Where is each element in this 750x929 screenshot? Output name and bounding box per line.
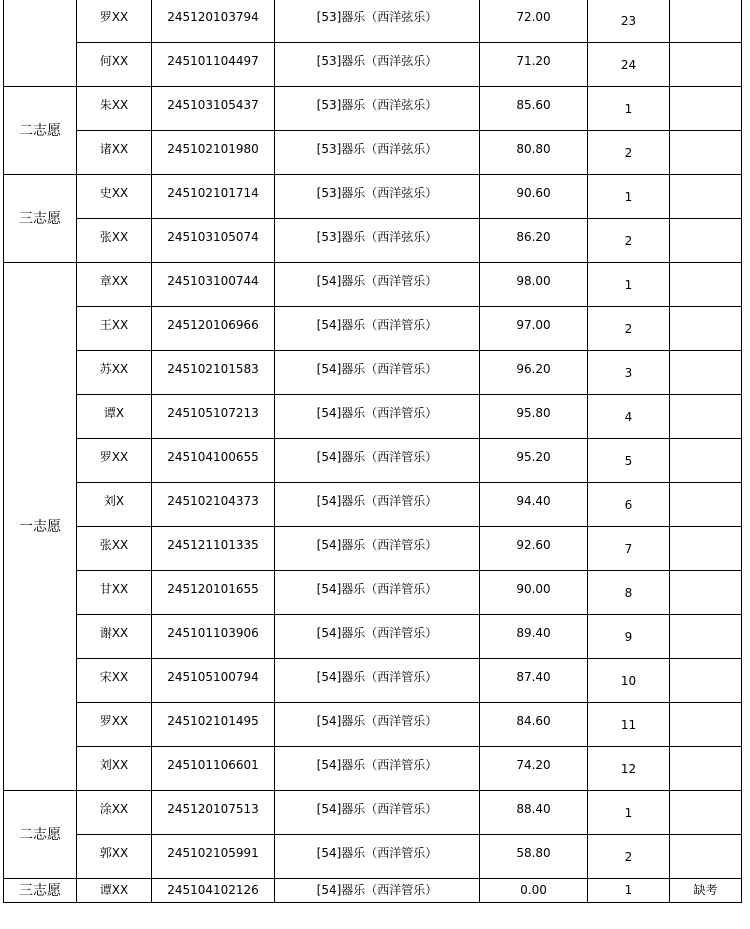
candidate-name-cell: 甘XX [77, 571, 152, 615]
exam-number-cell: 245120106966 [152, 307, 275, 351]
rank-cell: 2 [588, 307, 670, 351]
candidate-name-cell: 刘XX [77, 747, 152, 791]
score-cell: 89.40 [480, 615, 588, 659]
remark-cell [670, 175, 742, 219]
major-name-cell: [53]器乐（西洋弦乐） [275, 175, 480, 219]
score-cell: 80.80 [480, 131, 588, 175]
table-row [4, 747, 742, 791]
major-name-cell: [53]器乐（西洋弦乐） [275, 0, 480, 43]
rank-cell: 24 [588, 43, 670, 87]
rank-cell: 2 [588, 219, 670, 263]
table-body [4, 0, 742, 903]
candidate-name-cell: 谭XX [77, 879, 152, 903]
major-name-cell: [54]器乐（西洋管乐） [275, 659, 480, 703]
exam-number-cell: 245120107513 [152, 791, 275, 835]
volunteer-choice-cell: 三志愿 [4, 175, 77, 263]
major-name-cell: [54]器乐（西洋管乐） [275, 571, 480, 615]
candidate-name-cell: 王XX [77, 307, 152, 351]
major-name-cell: [54]器乐（西洋管乐） [275, 879, 480, 903]
table-row [4, 571, 742, 615]
rank-cell: 12 [588, 747, 670, 791]
table-row [4, 879, 742, 903]
candidate-name-cell: 张XX [77, 527, 152, 571]
rank-cell: 8 [588, 571, 670, 615]
score-cell: 58.80 [480, 835, 588, 879]
table-row [4, 483, 742, 527]
table-row [4, 835, 742, 879]
exam-number-cell: 245104102126 [152, 879, 275, 903]
table-row [4, 131, 742, 175]
remark-cell [670, 703, 742, 747]
score-cell: 87.40 [480, 659, 588, 703]
table-row [4, 659, 742, 703]
score-cell: 85.60 [480, 87, 588, 131]
exam-number-cell: 245105107213 [152, 395, 275, 439]
score-cell: 88.40 [480, 791, 588, 835]
score-cell: 0.00 [480, 879, 588, 903]
exam-number-cell: 245105100794 [152, 659, 275, 703]
major-name-cell: [53]器乐（西洋弦乐） [275, 219, 480, 263]
major-name-cell: [53]器乐（西洋弦乐） [275, 131, 480, 175]
exam-number-cell: 245102101980 [152, 131, 275, 175]
volunteer-choice-cell [4, 0, 77, 87]
remark-cell [670, 835, 742, 879]
rank-cell: 5 [588, 439, 670, 483]
admission-results-table [3, 0, 742, 903]
score-cell: 92.60 [480, 527, 588, 571]
candidate-name-cell: 史XX [77, 175, 152, 219]
score-cell: 95.20 [480, 439, 588, 483]
remark-cell [670, 219, 742, 263]
score-cell: 95.80 [480, 395, 588, 439]
major-name-cell: [54]器乐（西洋管乐） [275, 747, 480, 791]
major-name-cell: [54]器乐（西洋管乐） [275, 395, 480, 439]
exam-number-cell: 245102101583 [152, 351, 275, 395]
volunteer-choice-cell: 二志愿 [4, 87, 77, 175]
score-cell: 71.20 [480, 43, 588, 87]
exam-number-cell: 245101106601 [152, 747, 275, 791]
rank-cell: 4 [588, 395, 670, 439]
major-name-cell: [54]器乐（西洋管乐） [275, 263, 480, 307]
candidate-name-cell: 郭XX [77, 835, 152, 879]
table-row [4, 351, 742, 395]
score-cell: 72.00 [480, 0, 588, 43]
table-row [4, 43, 742, 87]
exam-number-cell: 245102104373 [152, 483, 275, 527]
rank-cell: 7 [588, 527, 670, 571]
remark-cell [670, 791, 742, 835]
score-cell: 94.40 [480, 483, 588, 527]
candidate-name-cell: 宋XX [77, 659, 152, 703]
exam-number-cell: 245120101655 [152, 571, 275, 615]
remark-cell [670, 615, 742, 659]
remark-cell: 缺考 [670, 879, 742, 903]
exam-number-cell: 245102101714 [152, 175, 275, 219]
volunteer-choice-cell: 一志愿 [4, 263, 77, 791]
remark-cell [670, 483, 742, 527]
candidate-name-cell: 谢XX [77, 615, 152, 659]
rank-cell: 1 [588, 175, 670, 219]
table-row [4, 527, 742, 571]
table-row [4, 439, 742, 483]
remark-cell [670, 307, 742, 351]
candidate-name-cell: 涂XX [77, 791, 152, 835]
exam-number-cell: 245101104497 [152, 43, 275, 87]
major-name-cell: [54]器乐（西洋管乐） [275, 307, 480, 351]
table-row [4, 703, 742, 747]
score-cell: 96.20 [480, 351, 588, 395]
rank-cell: 10 [588, 659, 670, 703]
remark-cell [670, 351, 742, 395]
remark-cell [670, 439, 742, 483]
table-row [4, 791, 742, 835]
score-cell: 90.60 [480, 175, 588, 219]
major-name-cell: [54]器乐（西洋管乐） [275, 703, 480, 747]
score-cell: 90.00 [480, 571, 588, 615]
exam-number-cell: 245103100744 [152, 263, 275, 307]
remark-cell [670, 131, 742, 175]
score-cell: 97.00 [480, 307, 588, 351]
major-name-cell: [54]器乐（西洋管乐） [275, 483, 480, 527]
candidate-name-cell: 章XX [77, 263, 152, 307]
candidate-name-cell: 张XX [77, 219, 152, 263]
exam-number-cell: 245104100655 [152, 439, 275, 483]
major-name-cell: [54]器乐（西洋管乐） [275, 791, 480, 835]
score-cell: 84.60 [480, 703, 588, 747]
table-row [4, 87, 742, 131]
rank-cell: 2 [588, 131, 670, 175]
major-name-cell: [54]器乐（西洋管乐） [275, 615, 480, 659]
rank-cell: 9 [588, 615, 670, 659]
table-row [4, 263, 742, 307]
rank-cell: 1 [588, 263, 670, 307]
rank-cell: 11 [588, 703, 670, 747]
table-row [4, 219, 742, 263]
score-cell: 98.00 [480, 263, 588, 307]
volunteer-choice-cell: 二志愿 [4, 791, 77, 879]
major-name-cell: [54]器乐（西洋管乐） [275, 351, 480, 395]
exam-number-cell: 245103105074 [152, 219, 275, 263]
rank-cell: 3 [588, 351, 670, 395]
table-row [4, 395, 742, 439]
table-row [4, 175, 742, 219]
candidate-name-cell: 诸XX [77, 131, 152, 175]
rank-cell: 23 [588, 0, 670, 43]
score-cell: 86.20 [480, 219, 588, 263]
score-cell: 74.20 [480, 747, 588, 791]
table-row [4, 0, 742, 43]
rank-cell: 1 [588, 791, 670, 835]
remark-cell [670, 395, 742, 439]
major-name-cell: [53]器乐（西洋弦乐） [275, 87, 480, 131]
candidate-name-cell: 刘X [77, 483, 152, 527]
candidate-name-cell: 苏XX [77, 351, 152, 395]
remark-cell [670, 263, 742, 307]
remark-cell [670, 87, 742, 131]
candidate-name-cell: 罗XX [77, 0, 152, 43]
remark-cell [670, 43, 742, 87]
exam-number-cell: 245102105991 [152, 835, 275, 879]
table-row [4, 307, 742, 351]
remark-cell [670, 0, 742, 43]
candidate-name-cell: 朱XX [77, 87, 152, 131]
rank-cell: 2 [588, 835, 670, 879]
remark-cell [670, 527, 742, 571]
major-name-cell: [54]器乐（西洋管乐） [275, 527, 480, 571]
remark-cell [670, 659, 742, 703]
exam-number-cell: 245101103906 [152, 615, 275, 659]
volunteer-choice-cell: 三志愿 [4, 879, 77, 903]
rank-cell: 6 [588, 483, 670, 527]
candidate-name-cell: 谭X [77, 395, 152, 439]
candidate-name-cell: 罗XX [77, 703, 152, 747]
table-row [4, 615, 742, 659]
major-name-cell: [54]器乐（西洋管乐） [275, 439, 480, 483]
remark-cell [670, 747, 742, 791]
exam-number-cell: 245121101335 [152, 527, 275, 571]
exam-number-cell: 245103105437 [152, 87, 275, 131]
rank-cell: 1 [588, 87, 670, 131]
major-name-cell: [53]器乐（西洋弦乐） [275, 43, 480, 87]
candidate-name-cell: 罗XX [77, 439, 152, 483]
exam-number-cell: 245120103794 [152, 0, 275, 43]
candidate-name-cell: 何XX [77, 43, 152, 87]
rank-cell: 1 [588, 879, 670, 903]
major-name-cell: [54]器乐（西洋管乐） [275, 835, 480, 879]
remark-cell [670, 571, 742, 615]
exam-number-cell: 245102101495 [152, 703, 275, 747]
